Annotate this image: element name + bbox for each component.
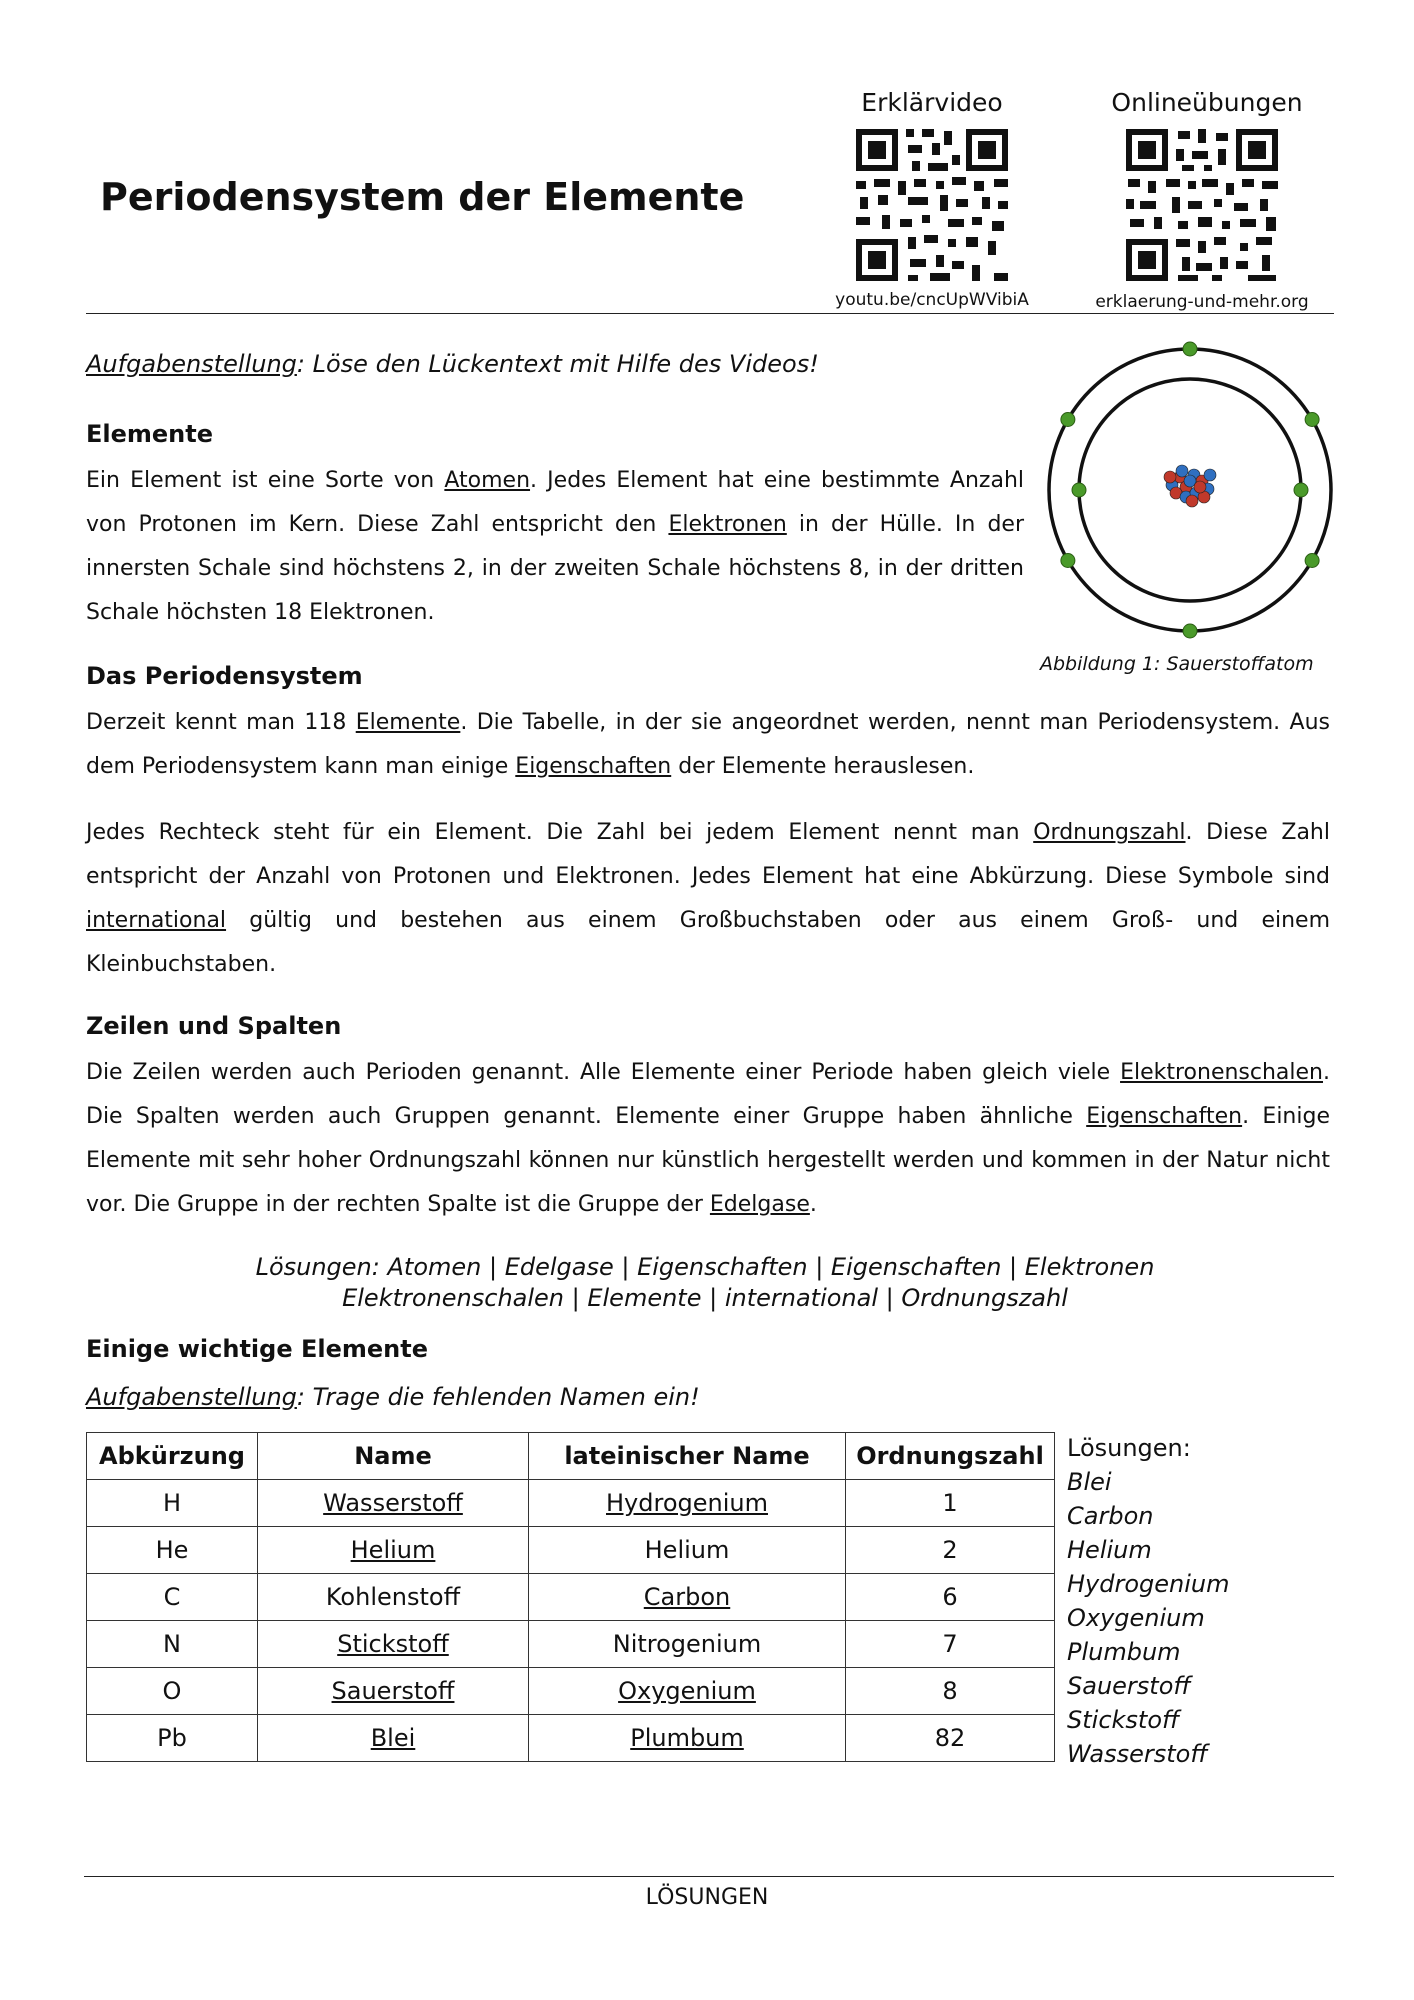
table-row bbox=[87, 1574, 1055, 1621]
cell-number: 1 bbox=[846, 1480, 1055, 1527]
task-prefix: Aufgabenstellung bbox=[86, 1383, 297, 1411]
paragraph-zeilen-spalten bbox=[86, 1051, 1330, 1227]
gap-answer: Stickstoff bbox=[337, 1630, 449, 1658]
text: in der Hülle. In der innersten Schale sind höchstens 2, in der zweiten Schale höchstens 8, in der dritten Schale höchsten 18 Elektronen. bbox=[86, 512, 1024, 625]
text: gültig und bestehen aus einem Großbuchstaben oder aus einem Groß- und einem Kleinbuchstaben. bbox=[86, 908, 1330, 977]
solution-item: Carbon bbox=[1067, 1502, 1154, 1530]
text: der Elemente herauslesen. bbox=[671, 754, 975, 779]
electron bbox=[1183, 624, 1197, 638]
header-divider bbox=[86, 313, 1334, 314]
exercise-url[interactable]: erklaerung-und-mehr.org bbox=[1095, 292, 1309, 312]
cell-name bbox=[258, 1715, 529, 1762]
proton bbox=[1164, 471, 1176, 483]
cell-name: Kohlenstoff bbox=[258, 1574, 529, 1621]
gap-answer: Atomen bbox=[444, 468, 531, 493]
cell-number: 82 bbox=[846, 1715, 1055, 1762]
cell-number: 7 bbox=[846, 1621, 1055, 1668]
video-label: Erklärvideo bbox=[861, 88, 1003, 117]
proton bbox=[1186, 495, 1198, 507]
gap-answer: Elektronenschalen bbox=[1120, 1060, 1323, 1085]
task-instruction-1 bbox=[86, 350, 819, 378]
text: . bbox=[809, 1192, 817, 1217]
side-solutions bbox=[1067, 1431, 1230, 1771]
cell-symbol: Pb bbox=[87, 1715, 258, 1762]
solution-item: Plumbum bbox=[1067, 1638, 1181, 1666]
column-header: Name bbox=[258, 1433, 529, 1480]
page-title: Periodensystem der Elemente bbox=[100, 175, 745, 219]
gap-answer: Elektronen bbox=[668, 512, 787, 537]
gap-answer: Oxygenium bbox=[618, 1677, 756, 1705]
cell-symbol: O bbox=[87, 1668, 258, 1715]
gap-answer: Eigenschaften bbox=[515, 754, 672, 779]
figure-caption: Abbildung 1: Sauerstoffatom bbox=[1040, 653, 1314, 675]
text: . Die Spalten werden auch Gruppen genannt. Elemente einer Gruppe haben ähnliche bbox=[86, 1060, 1330, 1129]
heading-zeilen-spalten: Zeilen und Spalten bbox=[86, 1012, 342, 1040]
elements-table bbox=[86, 1432, 1055, 1762]
cell-latin: Nitrogenium bbox=[529, 1621, 846, 1668]
gap-answer: Elemente bbox=[355, 710, 461, 735]
exercise-label: Onlineübungen bbox=[1111, 88, 1303, 117]
text: . Einige Elemente mit sehr hoher Ordnungszahl können nur künstlich hergestellt werden und kommen in der Natur nicht vor. Die Gruppe in der rechten Spalte ist die Gruppe der bbox=[86, 1104, 1330, 1217]
side-solutions-label: Lösungen: bbox=[1067, 1434, 1191, 1462]
electron bbox=[1183, 342, 1197, 356]
cell-name bbox=[258, 1527, 529, 1574]
table-row bbox=[87, 1621, 1055, 1668]
solution-item: Stickstoff bbox=[1067, 1706, 1180, 1734]
solution-item: Helium bbox=[1067, 1536, 1152, 1564]
text: Ein Element ist eine Sorte von bbox=[86, 468, 445, 493]
gap-answer: international bbox=[86, 908, 227, 933]
neutron bbox=[1176, 465, 1188, 477]
gap-answer: Eigenschaften bbox=[1086, 1104, 1243, 1129]
task-instruction-2 bbox=[86, 1383, 700, 1411]
cell-name bbox=[258, 1668, 529, 1715]
exercise-qr-code-icon[interactable] bbox=[1122, 125, 1282, 285]
cell-symbol: N bbox=[87, 1621, 258, 1668]
proton bbox=[1194, 481, 1206, 493]
paragraph-periodensystem-2 bbox=[86, 811, 1330, 987]
text: . Diese Zahl entspricht der Anzahl von Protonen und Elektronen. Jedes Element hat eine Abkürzung. Diese Symbole sind bbox=[86, 820, 1330, 889]
cell-name bbox=[258, 1480, 529, 1527]
electron bbox=[1305, 413, 1319, 427]
gap-answer: Edelgase bbox=[709, 1192, 810, 1217]
solution-item: Hydrogenium bbox=[1067, 1570, 1230, 1598]
electron bbox=[1061, 554, 1075, 568]
cell-latin bbox=[529, 1574, 846, 1621]
electron bbox=[1072, 483, 1086, 497]
solutions-box bbox=[80, 1252, 1330, 1314]
cell-latin bbox=[529, 1480, 846, 1527]
heading-wichtige-elemente: Einige wichtige Elemente bbox=[86, 1335, 428, 1363]
solution-item: Blei bbox=[1067, 1468, 1112, 1496]
column-header: lateinischer Name bbox=[529, 1433, 846, 1480]
table-row bbox=[87, 1527, 1055, 1574]
cell-symbol: H bbox=[87, 1480, 258, 1527]
oxygen-atom-figure bbox=[1040, 340, 1340, 640]
electron bbox=[1061, 413, 1075, 427]
cell-number: 6 bbox=[846, 1574, 1055, 1621]
gap-answer: Carbon bbox=[643, 1583, 731, 1611]
task-text: : Trage die fehlenden Namen ein! bbox=[296, 1383, 700, 1411]
electron bbox=[1294, 483, 1308, 497]
column-header: Ordnungszahl bbox=[846, 1433, 1055, 1480]
cell-name bbox=[258, 1621, 529, 1668]
task-prefix: Aufgabenstellung bbox=[86, 350, 297, 378]
heading-periodensystem: Das Periodensystem bbox=[86, 662, 363, 690]
text: . Jedes Element hat eine bestimmte Anzahl von Protonen im Kern. Diese Zahl entspricht den bbox=[86, 468, 1024, 537]
footer-label: LÖSUNGEN bbox=[645, 1885, 769, 1910]
video-url[interactable]: youtu.be/cncUpWVibiA bbox=[835, 290, 1029, 310]
task-text: : Löse den Lückentext mit Hilfe des Videos! bbox=[296, 350, 819, 378]
solution-item: Oxygenium bbox=[1067, 1604, 1205, 1632]
text: . Die Tabelle, in der sie angeordnet werden, nennt man Periodensystem. Aus dem Periodensystem kann man einige bbox=[86, 710, 1330, 779]
cell-latin bbox=[529, 1715, 846, 1762]
gap-answer: Plumbum bbox=[630, 1724, 744, 1752]
cell-number: 2 bbox=[846, 1527, 1055, 1574]
video-qr-code-icon[interactable] bbox=[852, 125, 1012, 285]
cell-symbol: C bbox=[87, 1574, 258, 1621]
gap-answer: Blei bbox=[370, 1724, 416, 1752]
footer-divider bbox=[84, 1876, 1334, 1877]
cell-number: 8 bbox=[846, 1668, 1055, 1715]
cell-symbol: He bbox=[87, 1527, 258, 1574]
gap-answer: Wasserstoff bbox=[323, 1489, 463, 1517]
neutron bbox=[1204, 469, 1216, 481]
gap-answer: Ordnungszahl bbox=[1033, 820, 1186, 845]
table-row bbox=[87, 1668, 1055, 1715]
table-row bbox=[87, 1715, 1055, 1762]
text: Derzeit kennt man 118 bbox=[86, 710, 356, 735]
paragraph-periodensystem-1 bbox=[86, 701, 1330, 789]
column-header: Abkürzung bbox=[87, 1433, 258, 1480]
cell-latin bbox=[529, 1668, 846, 1715]
solutions-line-2: Elektronenschalen | Elemente | international | Ordnungszahl bbox=[342, 1284, 1068, 1312]
solution-item: Sauerstoff bbox=[1067, 1672, 1191, 1700]
table-header-row bbox=[87, 1433, 1055, 1480]
solutions-line-1: Lösungen: Atomen | Edelgase | Eigenschaften | Eigenschaften | Elektronen bbox=[255, 1253, 1155, 1281]
electron bbox=[1305, 554, 1319, 568]
text: Jedes Rechteck steht für ein Element. Die Zahl bei jedem Element nennt man bbox=[86, 820, 1034, 845]
gap-answer: Hydrogenium bbox=[606, 1489, 768, 1517]
text: Die Zeilen werden auch Perioden genannt. Alle Elemente einer Periode haben gleich viele bbox=[86, 1060, 1121, 1085]
table-row bbox=[87, 1480, 1055, 1527]
solution-item: Wasserstoff bbox=[1067, 1740, 1208, 1768]
heading-elemente: Elemente bbox=[86, 420, 214, 448]
gap-answer: Sauerstoff bbox=[331, 1677, 455, 1705]
gap-answer: Helium bbox=[350, 1536, 436, 1564]
paragraph-elemente bbox=[86, 459, 1024, 635]
cell-latin: Helium bbox=[529, 1527, 846, 1574]
